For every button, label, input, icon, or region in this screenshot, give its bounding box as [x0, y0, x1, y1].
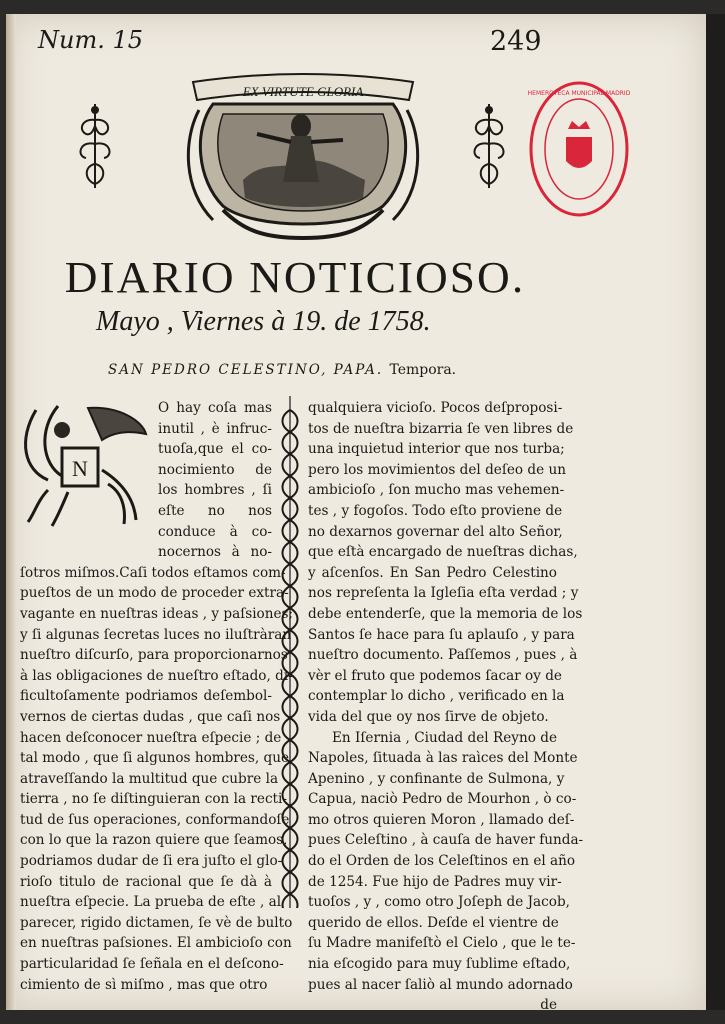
text-line: particularidad ſe ſeñala en el deſcono-: [20, 956, 284, 973]
issue-number: Num. 15: [38, 26, 144, 54]
text-line: vèr el fruto que podemos ſacar oy de: [308, 667, 562, 684]
text-line: y aſcenſos. En San Pedro Celestino: [308, 564, 557, 581]
text-line: tuoſa,que el co-: [158, 441, 272, 458]
text-line: no dexarnos governar del alto Señor,: [308, 523, 563, 540]
text-line: tuoſos , y , como otro Joſeph de Jacob,: [308, 894, 570, 911]
text-line: vernos de ciertas dudas , que caſi nos: [20, 708, 281, 725]
text-line: ambicioſo , ſon mucho mas vehemen-: [308, 482, 565, 499]
stamp-text: HEMEROTECA MUNICIPAL MADRID: [528, 90, 630, 97]
text-line: à las obligaciones de nueſtro eſtado, di-: [20, 667, 293, 684]
text-line: una inquietud interior que nos turba;: [308, 441, 565, 458]
text-line: Apenino , y confinante de Sulmona, y: [308, 770, 565, 787]
page-number: 249: [490, 26, 542, 57]
text-line: vida del que oy nos ſirve de objeto.: [308, 708, 549, 725]
text-line: rioſo titulo de racional que ſe dà à: [20, 873, 272, 890]
text-line: En Iſernia , Ciudad del Reyno de: [332, 729, 557, 746]
hemeroteca-library-stamp: [528, 79, 630, 219]
text-line: nos repreſenta la Igleſia eſta verdad ; y: [308, 585, 579, 602]
saint-of-the-day-line: [108, 362, 456, 378]
text-line: ſotros miſmos.Caſi todos eſtamos com-: [20, 564, 286, 581]
text-line: debe entenderſe, que la memoria de los: [308, 605, 583, 622]
saint-name: SAN PEDRO CELESTINO, PAPA.: [108, 362, 384, 378]
liturgical-note: Tempora.: [389, 362, 457, 378]
column-divider-vine-ornament: [276, 396, 304, 908]
text-line: atraveſſando la multitud que cubre la: [20, 770, 279, 787]
text-line: Napoles, ſituada à las raìces del Monte: [308, 750, 578, 767]
text-line: O hay coſa mas: [158, 400, 272, 416]
text-line: mo otros quieren Moron , llamado deſ-: [308, 811, 575, 828]
text-line: tos de nueſtra bizarria ſe ven libres de: [308, 420, 574, 437]
newspaper-title: DIARIO NOTICIOSO.: [64, 253, 526, 302]
text-line: Santos ſe hace para ſu aplauſo , y para: [308, 626, 575, 643]
text-line: eſte no nos: [158, 502, 272, 519]
text-line: nocimiento de: [158, 461, 272, 478]
text-line: nueſtro documento. Paſſemos , pues , à: [308, 647, 578, 664]
text-line: parecer, rigido dictamen, ſe vè de bulto: [20, 914, 293, 931]
allegorical-emblem-woodcut: [183, 70, 423, 240]
text-line: nia eſcogido para muy ſublime eſtado,: [308, 956, 571, 973]
text-line: conduce à co-: [158, 523, 272, 540]
text-line: cimiento de sì miſmo , mas que otro: [20, 976, 268, 993]
text-line: tud de ſus operaciones, conformandoſe: [20, 811, 290, 828]
text-line: de: [540, 997, 557, 1014]
text-line: tal modo , que ſi algunos hombres, que: [20, 750, 290, 767]
right-fleuron-ornament: [466, 100, 512, 192]
text-line: do el Orden de los Celeſtinos en el año: [308, 853, 576, 870]
left-text-column: [20, 398, 294, 995]
emblem-motto: EX VIRTUTE GLORIA: [242, 84, 364, 99]
drop-cap-letter: N: [72, 456, 88, 481]
text-line: inutil , è infruc-: [158, 420, 272, 437]
text-line: pero los movimientos del deſeo de un: [308, 461, 566, 478]
text-line: de 1254. Fue hijo de Padres muy vir-: [308, 873, 562, 890]
text-line: qualquiera vicioſo. Pocos deſproposi-: [308, 400, 563, 416]
text-line: hacen deſconocer nueſtra eſpecie ; de: [20, 729, 282, 746]
text-line: podriamos dudar de ſi era juſto el glo-: [20, 853, 283, 870]
text-line: querido de ellos. Deſde el vientre de: [308, 914, 559, 931]
text-line: pues al nacer ſaliò al mundo adornado: [308, 976, 573, 993]
text-line: en nueſtras paſsiones. El ambicioſo con: [20, 935, 292, 952]
text-line: Capua, naciò Pedro de Mourhon , ò co-: [308, 791, 577, 808]
right-text-column: [308, 398, 584, 1016]
text-line: ſu Madre manifeſtò el Cielo , que le te-: [308, 935, 576, 952]
text-line: con lo que la razon quiere que ſeamos,: [20, 832, 288, 849]
text-line: los hombres , ſi: [158, 482, 272, 499]
text-line: nueſtra eſpecie. La prueba de eſte , al: [20, 894, 282, 911]
text-line: pues Celeſtino , à cauſa de haver funda-: [308, 832, 584, 849]
text-line: ficultoſamente podriamos deſembol-: [20, 688, 272, 705]
left-fleuron-ornament: [72, 100, 118, 192]
issue-date: Mayo , Viernes à 19. de 1758.: [96, 306, 431, 337]
text-line: pueſtos de un modo de proceder extra-: [20, 585, 289, 602]
text-line: que eſtà encargado de nueſtras dichas,: [308, 544, 578, 561]
text-line: contemplar lo dicho , verificado en la: [308, 688, 565, 705]
text-line: nueſtro diſcurſo, para proporcionarnos: [20, 647, 288, 664]
text-line: y ſi algunas ſecretas luces no iluſtràran: [20, 626, 292, 643]
text-line: tierra , no ſe diſtinguieran con la recti-: [20, 791, 287, 808]
page-binding: [6, 14, 16, 1010]
text-line: vagante en nueſtras ideas , y paſsiones;: [20, 605, 294, 622]
text-line: nocernos à no-: [158, 544, 272, 561]
page-edge-shadow: [706, 14, 725, 1010]
text-line: tes , y fogoſos. Todo eſto proviene de: [308, 502, 563, 519]
